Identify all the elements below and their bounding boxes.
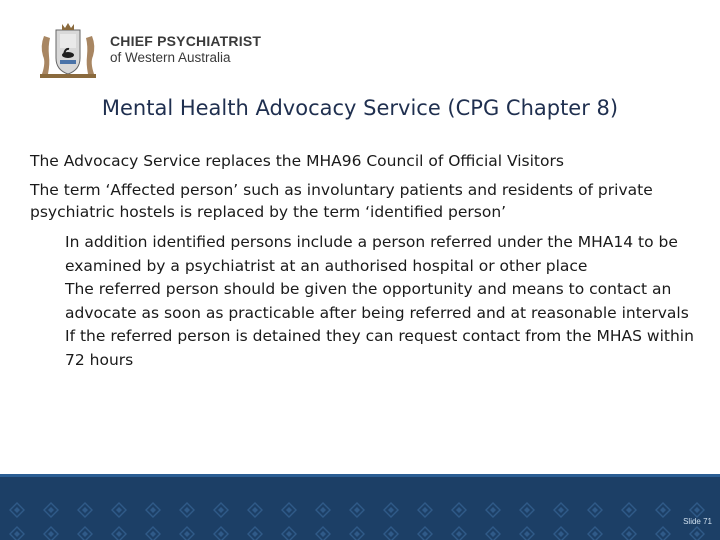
footer-band: [0, 474, 720, 540]
body-paragraph: The Advocacy Service replaces the MHA96 Council of Official Visitors: [30, 152, 564, 170]
body-paragraph: The term ‘Affected person’ such as involuntary patients and residents of private psychiatric hostels is replaced by the term ‘identified person’: [30, 181, 653, 221]
sub-paragraph: The referred person should be given the opportunity and means to contact an advocate as soon as practicable after being referred and at reasonable intervals: [65, 280, 689, 322]
sub-paragraph-group: [65, 231, 700, 372]
footer-pattern: [0, 474, 720, 540]
wa-coat-of-arms-icon: [34, 22, 102, 80]
sub-paragraph: In addition identified persons include a person referred under the MHA14 to be examined by a psychiatrist at an authorised hospital or other place: [65, 233, 678, 275]
slide-body: [30, 150, 700, 372]
header-logo: [34, 22, 274, 82]
org-name-line1: CHIEF PSYCHIATRIST: [110, 33, 262, 49]
sub-paragraph: If the referred person is detained they can request contact from the MHAS within 72 hours: [65, 327, 694, 369]
slide-number: Slide 71: [683, 517, 712, 526]
org-name-line2: of Western Australia: [110, 50, 231, 65]
slide-title: Mental Health Advocacy Service (CPG Chapter 8): [101, 96, 619, 120]
